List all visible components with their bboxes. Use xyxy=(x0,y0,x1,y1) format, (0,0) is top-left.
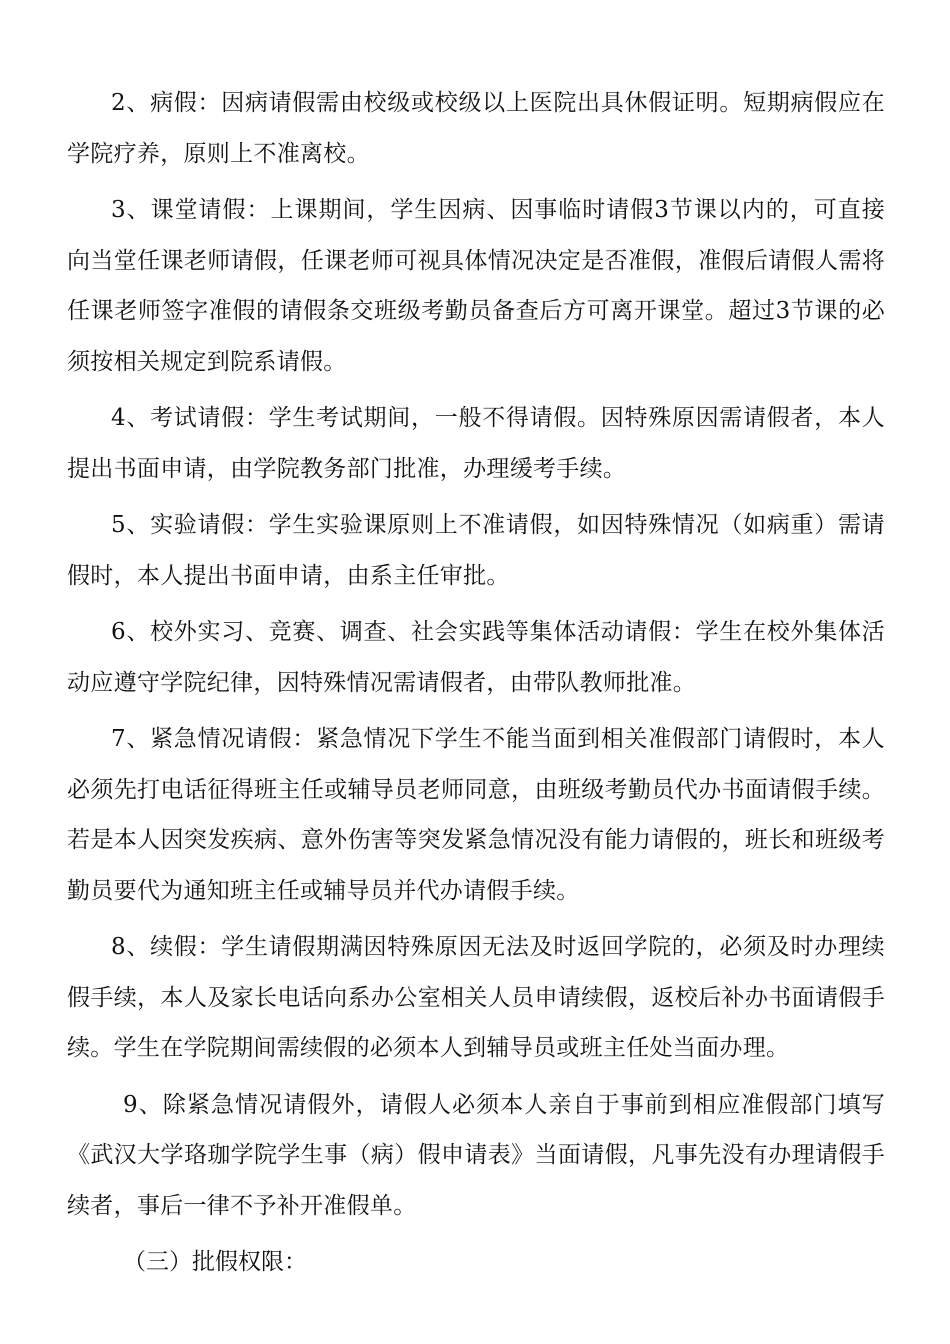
document-page xyxy=(67,78,885,1288)
paragraph-class-leave: 3、课堂请假：上课期间，学生因病、因事临时请假3节课以内的，可直接向当堂任课老师请假，任课老师可视具体情况决定是否准假，准假后请假人需将任课老师签字准假的请假条交班级考勤员备查后方可离开课堂。超过3节课的必须按相关规定到院系请假。 xyxy=(67,197,885,375)
paragraph-exam-leave: 4、考试请假：学生考试期间，一般不得请假。因特殊原因需请假者，本人提出书面申请，由学院教务部门批准，办理缓考手续。 xyxy=(67,405,885,482)
paragraph-lab-leave: 5、实验请假：学生实验课原则上不准请假，如因特殊情况（如病重）需请假时，本人提出书面申请，由系主任审批。 xyxy=(67,512,885,589)
paragraph-group-activity-leave: 6、校外实习、竞赛、调查、社会实践等集体活动请假：学生在校外集体活动应遵守学院纪律，因特殊情况需请假者，由带队教师批准。 xyxy=(67,619,885,696)
section-heading: （三）批假权限： xyxy=(123,1249,307,1275)
paragraph-leave-extension: 8、续假：学生请假期满因特殊原因无法及时返回学院的，必须及时办理续假手续，本人及家长电话向系办公室相关人员申请续假，返校后补办书面请假手续。学生在学院期间需续假的必须本人到辅导员或班主任处当面办理。 xyxy=(67,934,885,1061)
paragraph-application-rule: 9、除紧急情况请假外，请假人必须本人亲自于事前到相应准假部门填写《武汉大学珞珈学院学生事（病）假申请表》当面请假，凡事先没有办理请假手续者，事后一律不予补开准假单。 xyxy=(67,1091,885,1219)
paragraph-emergency-leave: 7、紧急情况请假：紧急情况下学生不能当面到相关准假部门请假时，本人必须先打电话征得班主任或辅导员老师同意，由班级考勤员代办书面请假手续。若是本人因突发疾病、意外伤害等突发紧急情况没有能力请假的，班长和班级考勤员要代为通知班主任或辅导员并代办请假手续。 xyxy=(67,726,885,904)
paragraph-sick-leave: 2、病假：因病请假需由校级或校级以上医院出具休假证明。短期病假应在学院疗养，原则上不准离校。 xyxy=(67,90,885,167)
